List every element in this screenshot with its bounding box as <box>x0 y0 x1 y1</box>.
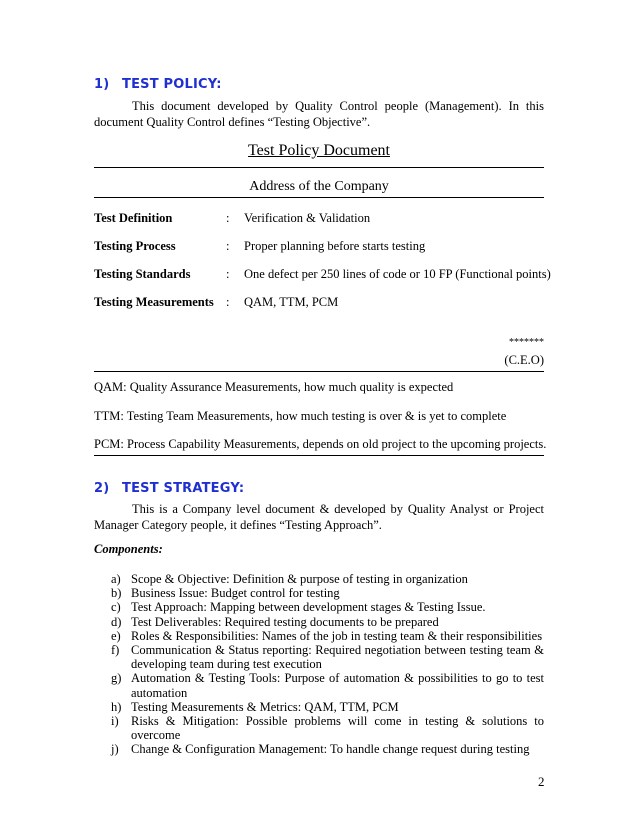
policy-row-value: QAM, TTM, PCM <box>244 295 339 309</box>
list-item <box>111 629 544 643</box>
policy-row <box>94 239 554 255</box>
policy-row-key: Test Definition <box>94 211 173 225</box>
divider-signature <box>94 371 544 372</box>
list-item-text: Test Approach: Mapping between development stages & Testing Issue. <box>131 600 486 615</box>
list-item-marker: j) <box>111 742 119 757</box>
policy-row-value: Proper planning before starts testing <box>244 239 426 253</box>
list-item-marker: d) <box>111 614 122 629</box>
list-item <box>111 671 544 699</box>
policy-row <box>94 211 554 227</box>
list-item-marker: e) <box>111 628 121 643</box>
list-item-text: Automation & Testing Tools: Purpose of automation & possibilities to go to test automation <box>131 671 544 700</box>
section-2-title: TEST STRATEGY: <box>122 481 245 496</box>
page-number: 2 <box>538 774 545 789</box>
policy-document-title: Test Policy Document <box>248 142 390 159</box>
list-item-marker: a) <box>111 572 121 586</box>
signature-role: (C.E.O) <box>504 353 544 367</box>
list-item-text: Communication & Status reporting: Required negotiation between testing team & developing team during test execution <box>131 643 544 672</box>
list-item <box>111 700 544 714</box>
list-item-text: Roles & Responsibilities: Names of the job in testing team & their responsibilities <box>131 628 543 643</box>
section-1-heading <box>94 77 222 92</box>
list-item-text: Business Issue: Budget control for testing <box>131 586 340 601</box>
policy-row-key: Testing Process <box>94 239 176 253</box>
abbreviation-qam: QAM: Quality Assurance Measurements, how much quality is expected <box>94 380 454 394</box>
abbreviation-ttm: TTM: Testing Team Measurements, how much testing is over & is yet to complete <box>94 409 507 423</box>
components-heading: Components: <box>94 542 163 556</box>
list-item <box>111 714 544 742</box>
list-item-marker: f) <box>111 643 120 658</box>
abbreviation-pcm: PCM: Process Capability Measurements, depends on old project to the upcoming projects. <box>94 437 547 451</box>
section-1-number: 1) <box>94 77 110 92</box>
list-item-marker: h) <box>111 699 122 714</box>
policy-row-key: Testing Measurements <box>94 295 214 309</box>
divider-bottom <box>94 455 544 456</box>
list-item <box>111 615 544 629</box>
section-1-intro: This document developed by Quality Control people (Management). In this document Quality Control defines “Testing Objective”. <box>94 99 544 129</box>
list-item <box>111 742 544 756</box>
section-1-intro-paragraph <box>94 98 544 130</box>
list-item-marker: g) <box>111 671 122 686</box>
list-item <box>111 586 544 600</box>
list-item <box>111 572 544 586</box>
list-item-text: Scope & Objective: Definition & purpose of testing in organization <box>131 572 468 586</box>
divider-top <box>94 167 544 168</box>
policy-row <box>94 267 554 283</box>
list-item-text: Testing Measurements & Metrics: QAM, TTM, PCM <box>131 699 399 714</box>
policy-row-value: One defect per 250 lines of code or 10 FP (Functional points) <box>244 267 551 281</box>
section-2-heading <box>94 481 244 496</box>
policy-row-sep: : <box>226 267 230 281</box>
policy-row-key: Testing Standards <box>94 267 191 281</box>
list-item <box>111 643 544 671</box>
components-list <box>111 572 544 757</box>
policy-row <box>94 295 554 311</box>
signature-stars: ******* <box>509 337 544 348</box>
section-1-title: TEST POLICY: <box>122 77 222 92</box>
policy-row-value: Verification & Validation <box>244 211 371 225</box>
list-item-marker: c) <box>111 600 121 615</box>
list-item-text: Change & Configuration Management: To handle change request during testing <box>131 742 530 757</box>
list-item-text: Test Deliverables: Required testing documents to be prepared <box>131 614 439 629</box>
list-item-marker: b) <box>111 586 122 601</box>
list-item <box>111 600 544 614</box>
list-item-text: Risks & Mitigation: Possible problems will come in testing & solutions to overcome <box>131 714 544 743</box>
section-2-intro: This is a Company level document & developed by Quality Analyst or Project Manager Category people, it defines “Testing Approach”. <box>94 502 544 532</box>
company-address: Address of the Company <box>249 179 389 194</box>
policy-row-sep: : <box>226 295 230 309</box>
policy-row-sep: : <box>226 211 230 225</box>
list-item-marker: i) <box>111 714 119 729</box>
section-2-intro-paragraph <box>94 501 544 533</box>
divider-address <box>94 197 544 198</box>
policy-row-sep: : <box>226 239 230 253</box>
section-2-number: 2) <box>94 481 110 496</box>
